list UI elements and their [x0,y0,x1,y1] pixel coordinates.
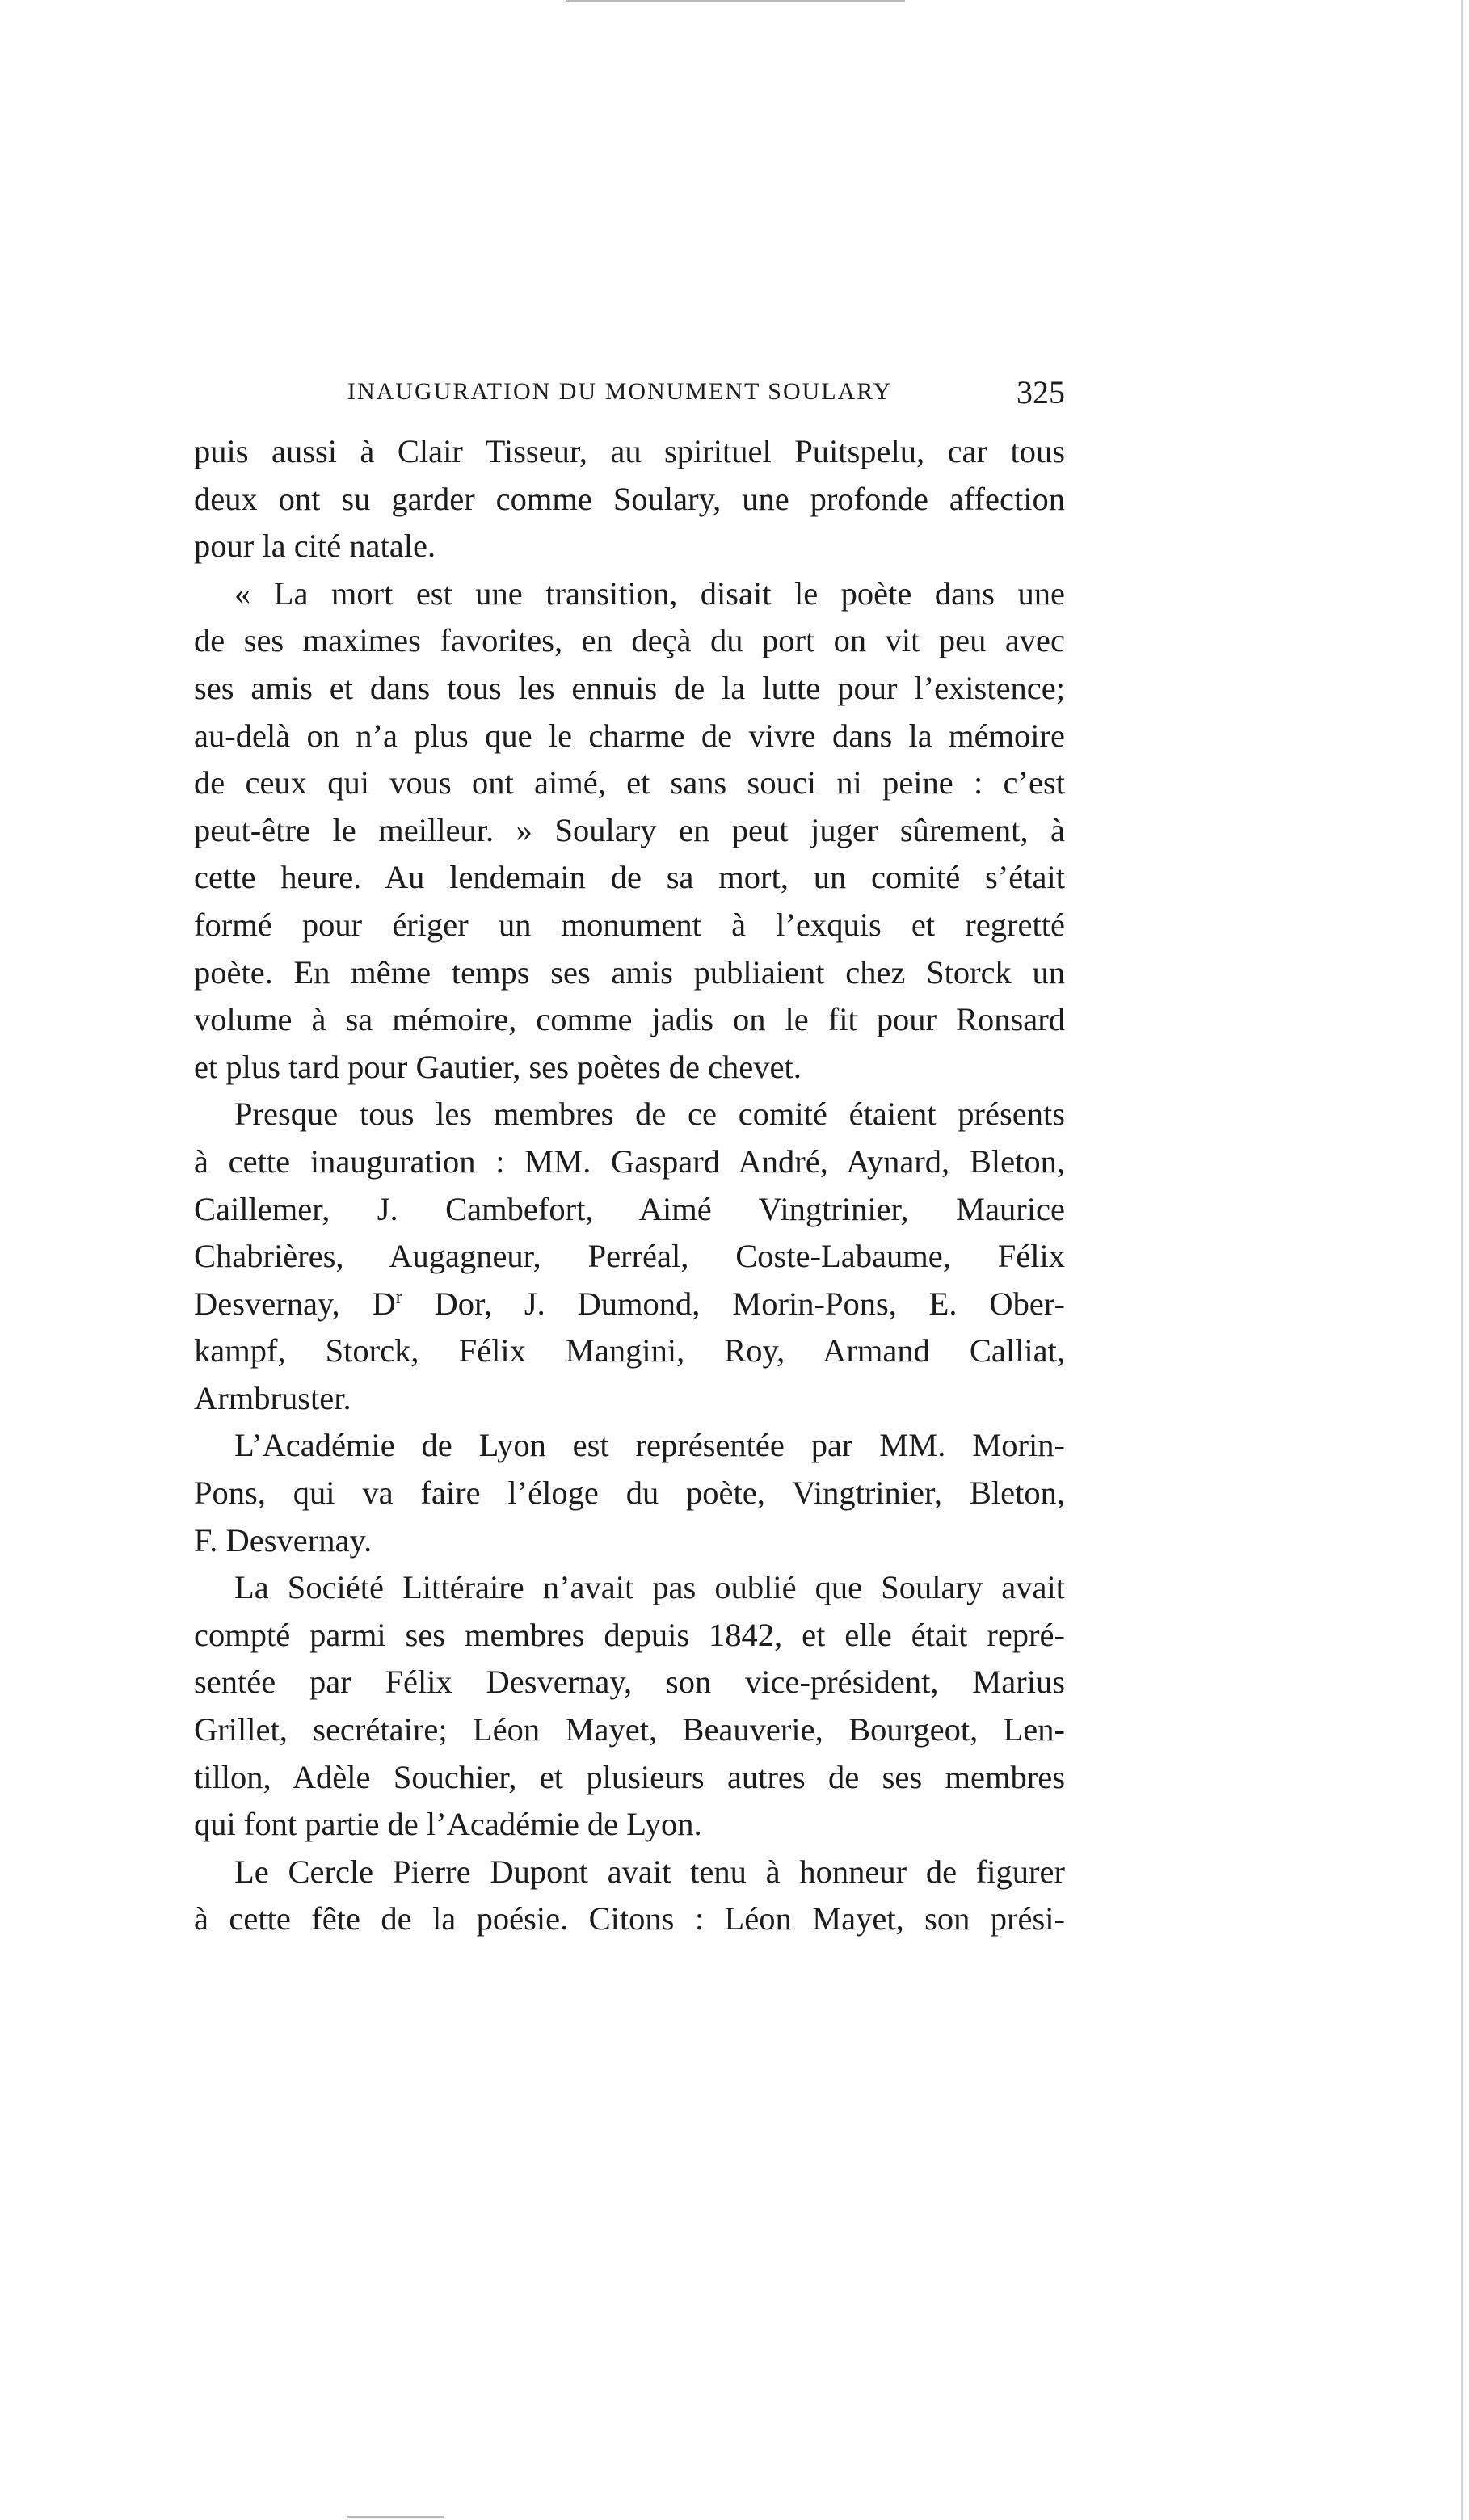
scan-edge-mark-top [566,0,905,2]
text-line [194,1281,1065,1328]
text-line: de ceux qui vous ont aimé, et sans souci ni peine : c’est [194,764,1065,801]
text-line: et plus tard pour Gautier, ses poètes de chevet. [194,1048,802,1085]
scan-edge-mark-bottom [347,2516,444,2518]
text-line: Pons, qui va faire l’éloge du poète, Vingtrinier, Bleton, [194,1475,1065,1512]
paragraph [194,1849,1065,1943]
text-line: deux ont su garder comme Soulary, une profonde affection [194,480,1065,517]
text-line: à cette fête de la poésie. Citons : Léon Mayet, son prési- [194,1900,1065,1937]
text-line: compté parmi ses membres depuis 1842, et elle était repré- [194,1616,1065,1653]
running-head [194,373,1065,422]
text-line: F. Desvernay. [194,1521,373,1559]
text-line: poète. En même temps ses amis publiaient chez Storck un [194,953,1065,991]
running-title: INAUGURATION DU MONUMENT SOULARY [347,378,893,405]
text-line: qui font partie de l’Académie de Lyon. [194,1806,702,1843]
text-line: L’Académie de Lyon est représentée par MM. Morin- [234,1427,1065,1464]
text-fragment: Dor, J. Dumond, Morin-Pons, E. Ober- [402,1285,1065,1322]
text-line: La Société Littéraire n’avait pas oublié que Soulary avait [234,1569,1065,1606]
text-line: cette heure. Au lendemain de sa mort, un comité s’était [194,859,1065,896]
text-line: Le Cercle Pierre Dupont avait tenu à honneur de figurer [234,1853,1065,1890]
scan-edge-mark-right [1461,0,1463,2520]
text-line: peut-être le meilleur. » Soulary en peut juger sûrement, à [194,811,1065,848]
text-line: au-delà on n’a plus que le charme de vivre dans la mémoire [194,717,1065,754]
text-line: tillon, Adèle Souchier, et plusieurs autres de ses membres [194,1758,1065,1795]
text-line: pour la cité natale. [194,528,436,565]
text-line: de ses maximes favorites, en deçà du port on vit peu avec [194,622,1065,659]
body-text [194,428,1065,1943]
paragraph [194,570,1065,1092]
text-fragment: Desvernay, D [194,1285,396,1322]
text-line: Caillemer, J. Cambefort, Aimé Vingtrinier, Maurice [194,1190,1065,1227]
paragraph [194,428,1065,570]
text-line: Presque tous les membres de ce comité étaient présents [234,1096,1065,1133]
superscript: r [395,1286,402,1308]
text-line: volume à sa mémoire, comme jadis on le fit pour Ronsard [194,1001,1065,1038]
paragraph [194,1564,1065,1849]
text-line: puis aussi à Clair Tisseur, au spirituel Puitspelu, car tous [194,433,1065,469]
page-number: 325 [1017,374,1065,410]
text-line: ses amis et dans tous les ennuis de la lutte pour l’existence; [194,669,1065,706]
paragraph [194,1091,1065,1422]
text-line: Chabrières, Augagneur, Perréal, Coste-Labaume, Félix [194,1238,1065,1275]
text-line: Armbruster. [194,1379,351,1416]
text-line: sentée par Félix Desvernay, son vice-président, Marius [194,1664,1065,1701]
paragraph [194,1422,1065,1564]
text-line: formé pour ériger un monument à l’exquis et regretté [194,906,1065,943]
text-line: kampf, Storck, Félix Mangini, Roy, Armand Calliat, [194,1332,1065,1369]
text-line: à cette inauguration : MM. Gaspard André, Aynard, Bleton, [194,1142,1065,1180]
text-line: Grillet, secrétaire; Léon Mayet, Beauverie, Bourgeot, Len- [194,1711,1065,1748]
text-line: « La mort est une transition, disait le poète dans une [234,574,1065,612]
